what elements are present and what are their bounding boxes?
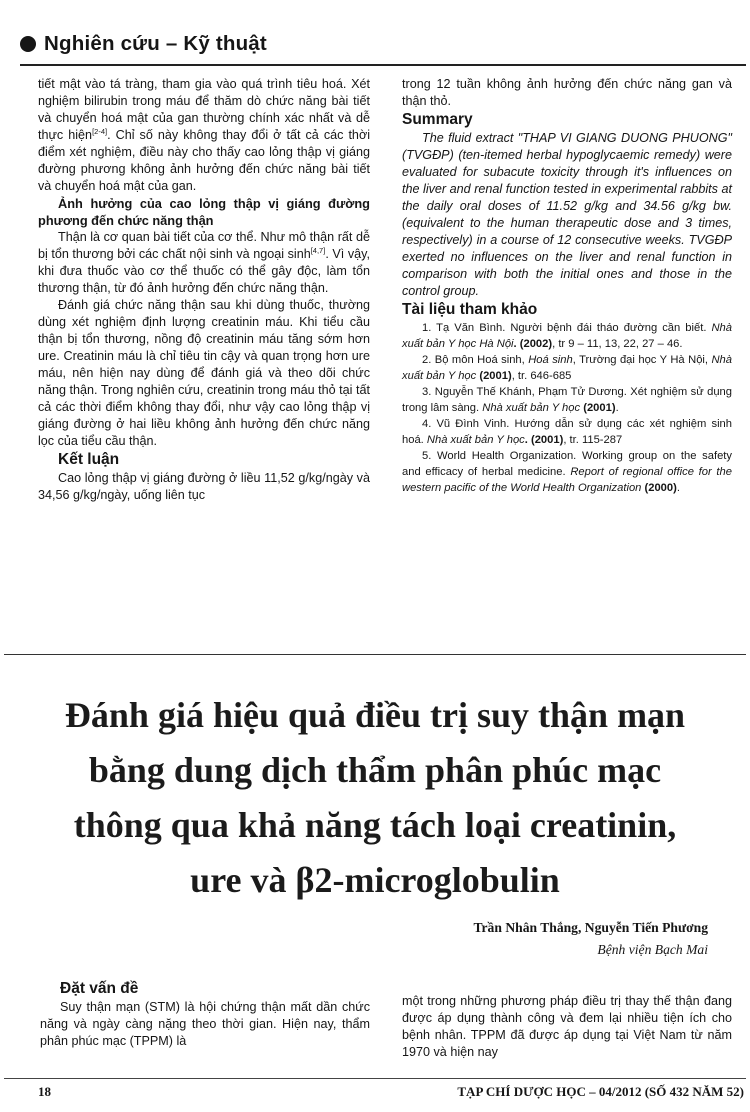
- title-line: bằng dung dịch thẩm phân phúc mạc: [88, 750, 662, 790]
- article-right-column: [402, 993, 732, 1061]
- section-title: Nghiên cứu – Kỹ thuật: [44, 32, 267, 55]
- conclusion-heading: Kết luận: [58, 451, 120, 468]
- reference-list: [402, 320, 732, 496]
- paragraph-creatinine: Đánh giá chức năng thận sau khi dùng thuốc, thường dùng xét nghiệm định lượng creatinin máu. Khi tiểu cầu thận bị tổn thương, nồng độ creatinin máu tăng sớm hơn ure. Creatinin máu là chỉ tiêu tin cậy và quan trọng hơn ure máu, nên hiện nay dùng để đánh giá và theo dõi chức năng thận. Trong nghiên cứu, creatinin trong máu thỏ tại tất cả các thời điểm không thay đổi, như vậy cao lỏng thập vị giáng đường ở hai liều không ảnh hưởng đến chức năng lọc của tiểu cầu thận.: [38, 298, 370, 448]
- citation: [2-4]: [92, 127, 108, 136]
- article-left-column: [40, 979, 370, 1050]
- page-number: 18: [38, 1084, 51, 1099]
- authors: Trần Nhân Thắng, Nguyễn Tiến Phương: [473, 920, 708, 935]
- citation: [4,7]: [310, 246, 326, 255]
- conclusion-text: Cao lỏng thập vị giáng đường ở liều 11,52 g/kg/ngày và 34,56 g/kg/ngày, uống liên tục: [38, 471, 370, 502]
- reference-item: 2. Bộ môn Hoá sinh, Hoá sinh, Trường đại học Y Hà Nội, Nhà xuất bản Y học (2001), tr. 646-685: [402, 354, 732, 382]
- paragraph-kidney: Thận là cơ quan bài tiết của cơ thể. Như mô thận rất dễ bị tổn thương bởi các chất nội sinh và ngoại sinh[4,7]. Vì vậy, khi đưa thuốc vào cơ thể thuốc có thể gây độc, làm tổn thương thận, từ đó ảnh hưởng đến chức năng thận.: [38, 230, 370, 295]
- summary-text: The fluid extract "THAP VI GIANG DUONG PHUONG" (TVGĐP) (ten-itemed herbal hypoglycaemic remedy) were evaluated for subacute toxicity through it's influences on the liver and renal function tested in experimental rabbits at the daily oral doses of 11.52 g/kg and 34.56 g/kg bw. (equivalent to the human therapeutic dose and 3 times, respectively) in a course of 12 consecutive weeks. TVGĐP exerted no influences on the liver and renal function in comparison with both the initial ones and those in the control group.: [402, 131, 732, 298]
- intro-heading: Đặt vấn đề: [60, 980, 139, 997]
- title-line: ure và β2-microglobulin: [190, 860, 560, 900]
- article-title: [40, 688, 710, 908]
- title-line: thông qua khả năng tách loại creatinin,: [73, 805, 677, 845]
- intro-text-right: một trong những phương pháp điều trị thay thế thận đang được áp dụng thành công và đem lại nhiều tiện ích cho bệnh nhân. TPPM đã được áp dụng tại Việt Nam từ năm 1970 và hiện nay: [402, 994, 732, 1059]
- references-heading: Tài liệu tham khảo: [402, 301, 538, 318]
- prev-right-column: [402, 76, 732, 496]
- section-header: [20, 32, 267, 56]
- reference-item: 3. Nguyễn Thế Khánh, Phạm Tử Dương. Xét nghiệm sử dụng trong lâm sàng. Nhà xuất bản Y học (2001).: [402, 386, 732, 414]
- article-divider: [4, 654, 746, 655]
- prev-left-column: [38, 76, 370, 504]
- reference-item: 4. Vũ Đình Vinh. Hướng dẫn sử dụng các xét nghiệm sinh hoá. Nhà xuất bản Y học. (2001), tr. 115-287: [402, 418, 732, 446]
- footer-rule: [4, 1078, 746, 1079]
- title-line: Đánh giá hiệu quả điều trị suy thận mạn: [64, 695, 686, 735]
- summary-heading: Summary: [402, 111, 473, 128]
- intro-text-left: Suy thận mạn (STM) là hội chứng thận mất dần chức năng và ngày càng nặng theo thời gian. Hiện nay, thẩm phân phúc mạc (TPPM) là: [40, 1000, 370, 1048]
- header-rule: [20, 64, 746, 66]
- journal-footer: TẠP CHÍ DƯỢC HỌC – 04/2012 (SỐ 432 NĂM 52): [457, 1084, 744, 1099]
- bullet-icon: [20, 36, 36, 52]
- reference-item: 1. Tạ Văn Bình. Người bệnh đái tháo đường cần biết. Nhà xuất bản Y học Hà Nội. (2002), tr 9 – 11, 13, 22, 27 – 46.: [402, 322, 732, 350]
- paragraph-bilirubin: tiết mật vào tá tràng, tham gia vào quá trình tiêu hoá. Xét nghiệm bilirubin trong máu để thăm dò chức năng bài tiết và chuyển hoá mật của gan thường chính xác nhất và dễ thực hiện[2-4]. Chỉ số này không thay đổi ở tất cả các thời điểm xét nghiệm, điều này cho thấy cao lỏng thập vị giáng đường phương không ảnh hưởng đến chức năng bài tiết và chuyển hoá mật của gan.: [38, 77, 370, 193]
- conclusion-continued: trong 12 tuần không ảnh hưởng đến chức năng gan và thận thỏ.: [402, 77, 732, 108]
- reference-item: 5. World Health Organization. Working group on the safety and efficacy of herbal medicine. Report of regional office for the western pacific of the World Health Organization (2000).: [402, 450, 732, 494]
- subheading-kidney: Ảnh hưởng của cao lỏng thập vị giáng đường phương đến chức năng thận: [38, 196, 370, 228]
- affiliation: Bệnh viện Bạch Mai: [597, 942, 708, 957]
